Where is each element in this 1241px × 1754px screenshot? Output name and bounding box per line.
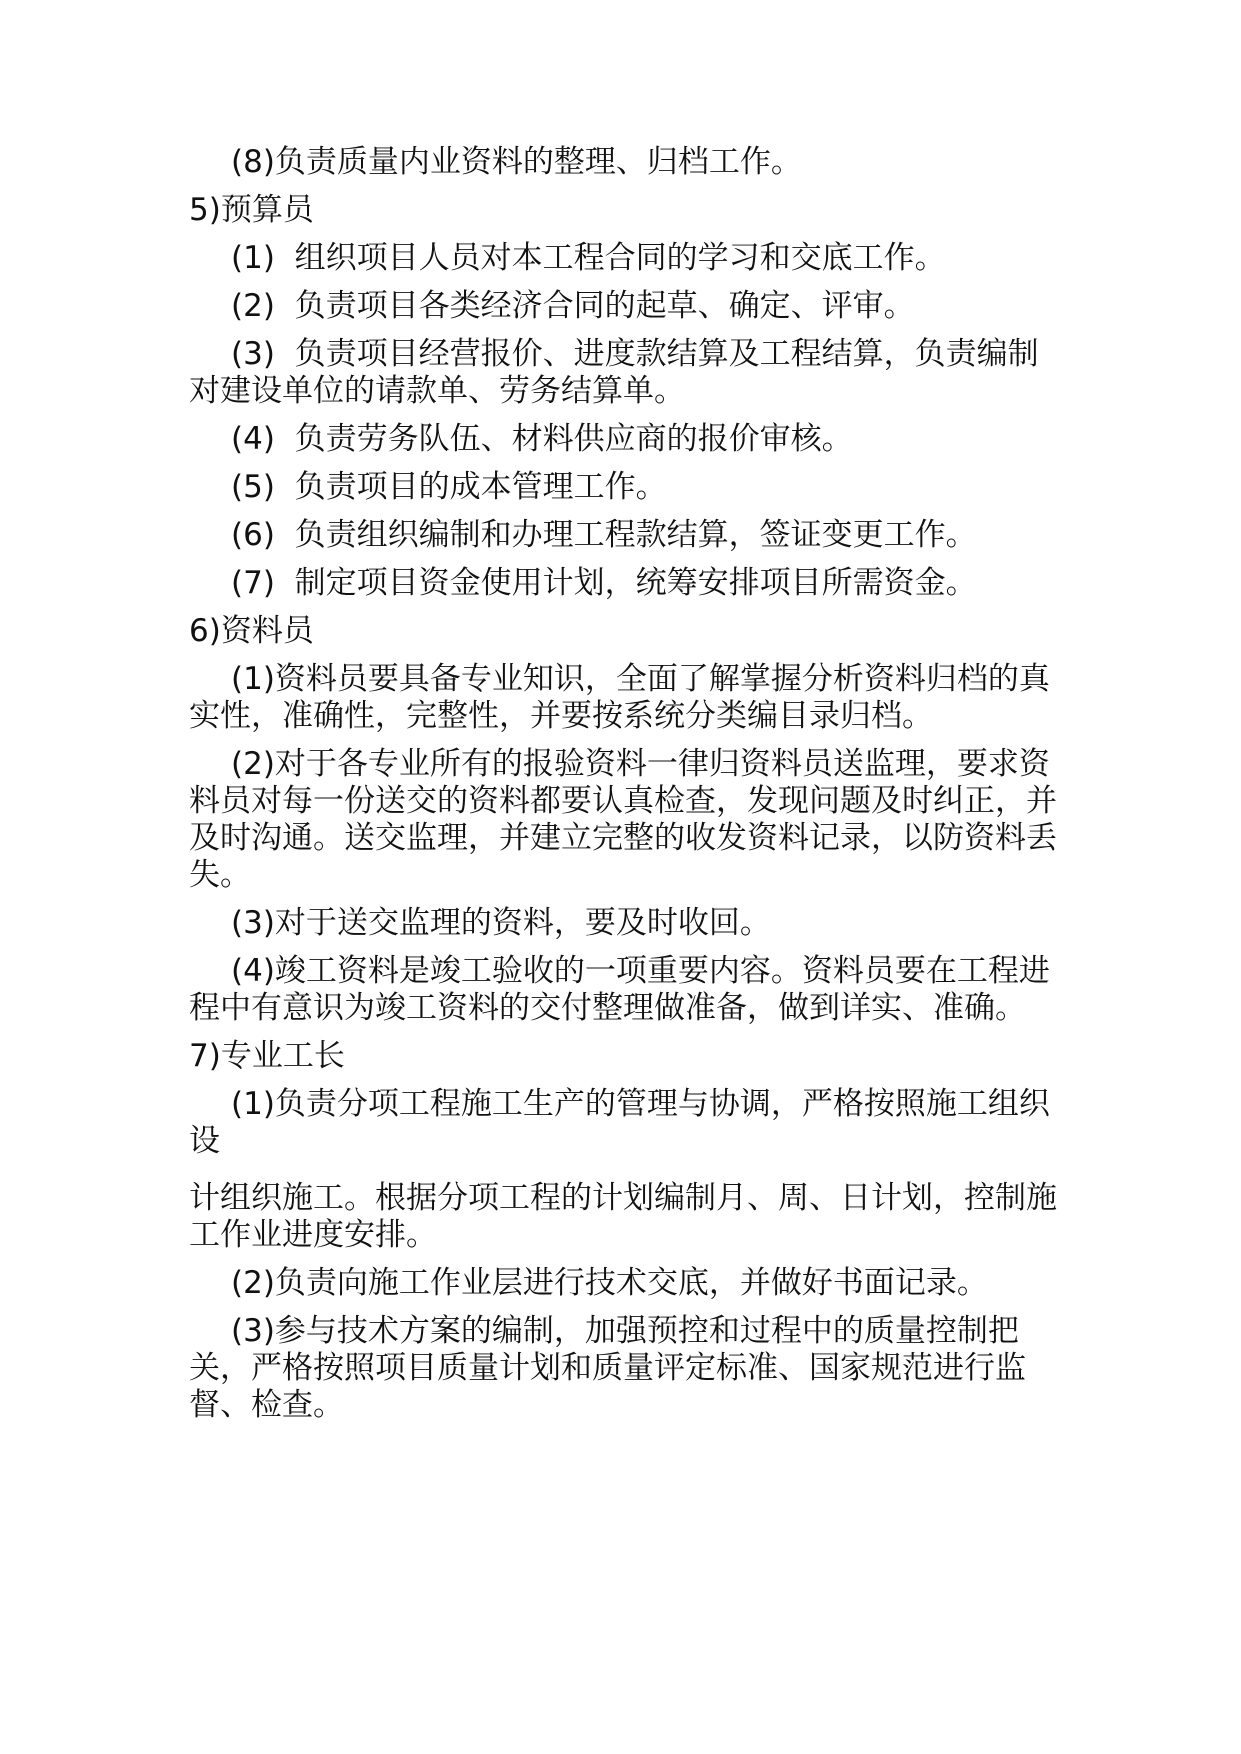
paragraph-foreman-3: (3)参与技术方案的编制，加强预控和过程中的质量控制把关，严格按照项目质量计划和质量评定标准、国家规范进行监督、检查。 — [189, 1313, 1026, 1423]
section-heading-foreman: 7)专业工长 — [189, 1038, 345, 1074]
paragraph-budget-7: (7) 制定项目资金使用计划，统筹安排项目所需资金。 — [231, 565, 977, 601]
paragraph-foreman-1a: (1)负责分项工程施工生产的管理与协调，严格按照施工组织设 — [189, 1086, 1050, 1159]
paragraph-budget-1: (1) 组织项目人员对本工程合同的学习和交底工作。 — [231, 240, 946, 276]
paragraph-foreman-1b: 计组织施工。根据分项工程的计划编制月、周、日计划，控制施工作业进度安排。 — [189, 1180, 1057, 1253]
paragraph-budget-3: (3) 负责项目经营报价、进度款结算及工程结算，负责编制对建设单位的请款单、劳务结算单。 — [189, 336, 1039, 409]
paragraph-quality-archiving: (8)负责质量内业资料的整理、归档工作。 — [231, 144, 802, 180]
paragraph-foreman-2: (2)负责向施工作业层进行技术交底，并做好书面记录。 — [231, 1265, 988, 1301]
paragraph-budget-6: (6) 负责组织编制和办理工程款结算，签证变更工作。 — [231, 517, 977, 553]
document-page — [189, 144, 1069, 1424]
paragraph-clerk-3: (3)对于送交监理的资料，要及时收回。 — [231, 905, 771, 941]
paragraph-budget-2: (2) 负责项目各类经济合同的起草、确定、评审。 — [231, 288, 915, 324]
paragraph-budget-5: (5) 负责项目的成本管理工作。 — [231, 469, 667, 505]
paragraph-clerk-2: (2)对于各专业所有的报验资料一律归资料员送监理，要求资料员对每一份送交的资料都要认真检查，发现问题及时纠正，并及时沟通。送交监理，并建立完整的收发资料记录，以防资料丢失。 — [189, 746, 1057, 893]
paragraph-clerk-4: (4)竣工资料是竣工验收的一项重要内容。资料员要在工程进程中有意识为竣工资料的交付整理做准备，做到详实、准确。 — [189, 953, 1050, 1026]
section-heading-budget-officer: 5)预算员 — [189, 192, 314, 228]
paragraph-clerk-1: (1)资料员要具备专业知识，全面了解掌握分析资料归档的真实性，准确性，完整性，并要按系统分类编目录归档。 — [189, 661, 1050, 734]
paragraph-budget-4: (4) 负责劳务队伍、材料供应商的报价审核。 — [231, 421, 853, 457]
section-heading-document-clerk: 6)资料员 — [189, 613, 314, 649]
